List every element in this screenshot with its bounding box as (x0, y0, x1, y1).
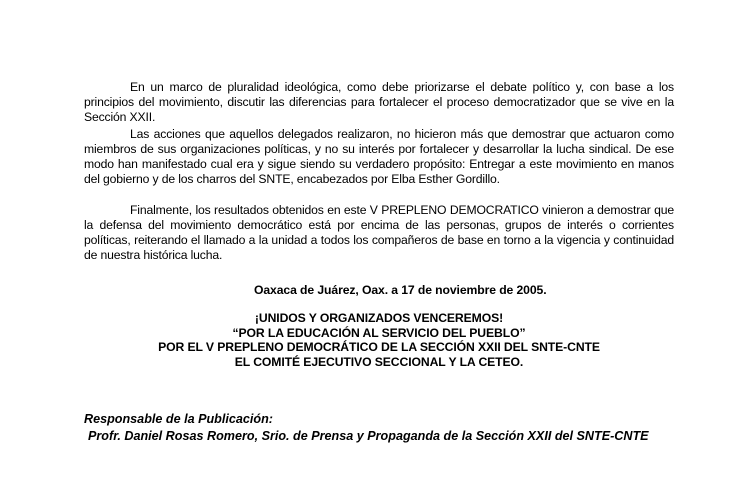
paragraph-finalmente: Finalmente, los resultados obtenidos en este V PREPLENO DEMOCRATICO vinieron a demostrar que la defensa del movimiento democrático está por encima de las personas, grupos de interés o corrientes políticas, reiterando el llamado a la unidad a todos los compañeros de base en torno a la vigencia y continuidad de nuestra histórica lucha. (84, 203, 674, 262)
slogan-line: EL COMITÉ EJECUTIVO SECCIONAL Y LA CETEO. (234, 354, 524, 369)
slogan-line: ¡UNIDOS Y ORGANIZADOS VENCEREMOS! (254, 311, 504, 325)
slogan-line: POR EL V PREPLENO DEMOCRÁTICO DE LA SECCIÓN XXII DEL SNTE-CNTE (158, 340, 600, 354)
paragraph-pluralidad: En un marco de pluralidad ideológica, como debe priorizarse el debate político y, con base a los principios del movimiento, discutir las diferencias para fortalecer el proceso democratizador que se vive en la Sección XXII. (84, 80, 674, 124)
paragraph-acciones-delegados: Las acciones que aquellos delegados realizaron, no hicieron más que demostrar que actuaron como miembros de sus organizaciones políticas, y no su interés por fortalecer y desarrollar la lucha sindical. De ese modo han manifestado cual era y sigue siendo su verdadero propósito: Entregar a este movimiento en manos del gobierno y de los charros del SNTE, encabezados por Elba Esther Gordillo. (84, 127, 674, 186)
date-line: Oaxaca de Juárez, Oax. a 17 de noviembre de 2005. (254, 283, 547, 297)
responsible-body: Profr. Daniel Rosas Romero, Srio. de Prensa y Propaganda de la Sección XXII del SNTE-CNTE (88, 429, 649, 443)
responsible-title: Responsable de la Publicación: (84, 412, 273, 426)
slogan-line: “POR LA EDUCACIÓN AL SERVICIO DEL PUEBLO” (232, 325, 526, 340)
closing-slogans (84, 311, 674, 369)
